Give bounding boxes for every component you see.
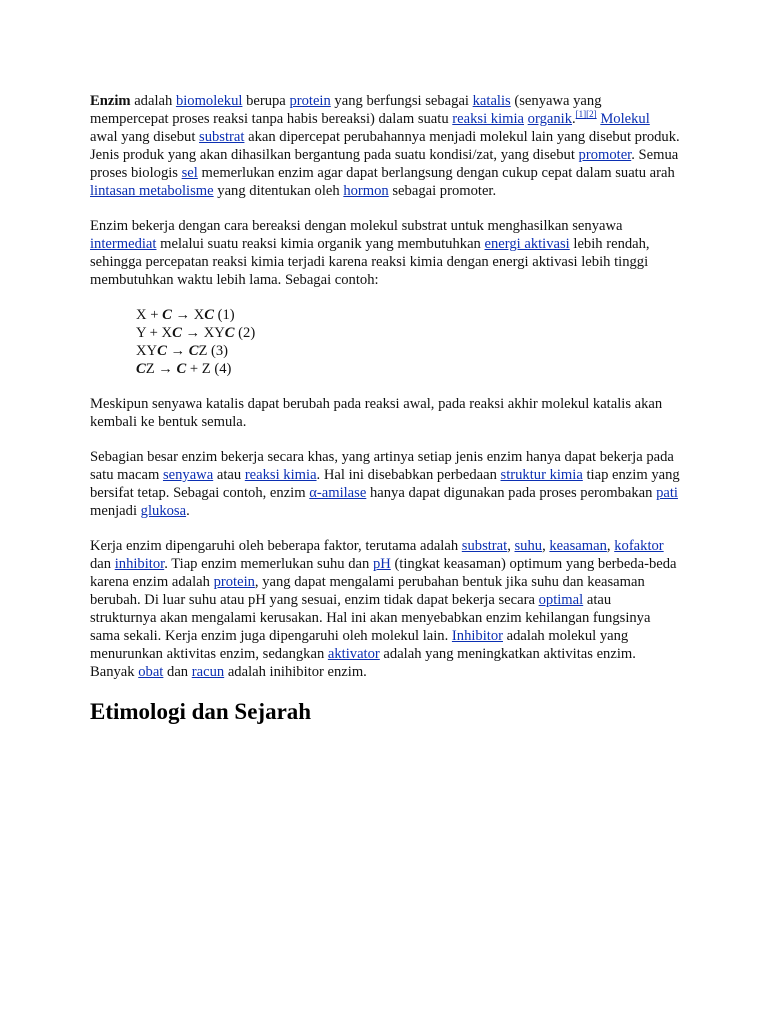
link-aktivator[interactable]: aktivator — [327, 646, 380, 662]
link-alfa-amilase[interactable]: α-amilase — [309, 485, 367, 501]
link-substrat[interactable]: substrat — [199, 129, 245, 145]
link-obat[interactable]: obat — [138, 664, 164, 680]
paragraph-catalyst: Meskipun senyawa katalis dapat berubah pada reaksi awal, pada reaksi akhir molekul katalis akan kembali ke bentuk semula. — [90, 396, 663, 430]
term-enzim: Enzim — [90, 93, 131, 109]
link-optimal[interactable]: optimal — [538, 592, 584, 608]
link-struktur-kimia[interactable]: struktur kimia — [500, 467, 583, 483]
link-pati[interactable]: pati — [656, 485, 678, 501]
link-senyawa[interactable]: senyawa — [162, 467, 214, 483]
link-racun[interactable]: racun — [191, 664, 225, 680]
citation-1[interactable]: [1] — [575, 109, 587, 119]
link-reaksi-kimia-2[interactable]: reaksi kimia — [244, 467, 317, 483]
link-protein-2[interactable]: protein — [213, 574, 255, 590]
link-katalis[interactable]: katalis — [472, 93, 511, 109]
paragraph-factors: Kerja enzim dipengaruhi oleh beberapa faktor, terutama adalah substrat, suhu, keasaman, kofaktor dan inhibitor. Tiap enzim memerlukan suhu dan pH (tingkat keasaman) optimum yang berbeda-beda karena enzim adalah protein, yang dapat mengalami perubahan bentuk jika suhu dan keasaman berubah. Di luar suhu atau pH yang sesuai, enzim tidak dapat bekerja secara optimal atau strukturnya akan mengalami kerusakan. Hal ini akan menyebabkan enzim kehilangan fungsinya sama sekali. Kerja enzim juga dipengaruhi oleh molekul lain. Inhibitor adalah molekul yang menurunkan aktivitas enzim, sedangkan aktivator adalah yang meningkatkan aktivitas enzim. Banyak obat dan racun adalah inihibitor enzim. — [90, 538, 677, 680]
equation-3: XYC → CZ (3) — [136, 343, 229, 359]
link-biomolekul[interactable]: biomolekul — [175, 93, 243, 109]
equation-2: Y + XC → XYC (2) — [136, 325, 256, 341]
link-suhu[interactable]: suhu — [514, 538, 543, 554]
link-keasaman[interactable]: keasaman — [549, 538, 607, 554]
equation-list — [136, 306, 680, 378]
link-glukosa[interactable]: glukosa — [140, 503, 187, 519]
link-inhibitor-2[interactable]: Inhibitor — [451, 628, 503, 644]
citation-2[interactable]: [2] — [586, 109, 597, 119]
link-energi-aktivasi[interactable]: energi aktivasi — [484, 236, 570, 252]
link-reaksi-kimia[interactable]: reaksi kimia — [452, 111, 525, 127]
section-heading: Etimologi dan Sejarah — [90, 699, 312, 724]
link-kofaktor[interactable]: kofaktor — [614, 538, 664, 554]
equation-4: CZ → C + Z (4) — [136, 361, 232, 377]
link-ph[interactable]: pH — [372, 556, 391, 572]
paragraph-intro: Enzim adalah biomolekul berupa protein yang berfungsi sebagai katalis (senyawa yang mempercepat proses reaksi tanpa habis bereaksi) dalam suatu reaksi kimia organik.[1][2] Molekul awal yang disebut substrat akan dipercepat perubahannya menjadi molekul lain yang disebut produk. Jenis produk yang akan dihasilkan bergantung pada suatu kondisi/zat, yang disebut promoter. Semua proses biologis sel memerlukan enzim agar dapat berlangsung dengan cukup cepat dalam suatu arah lintasan metabolisme yang ditentukan oleh hormon sebagai promoter. — [90, 93, 680, 199]
link-hormon[interactable]: hormon — [343, 183, 389, 199]
link-intermediat[interactable]: intermediat — [90, 236, 157, 252]
paragraph-specificity: Sebagian besar enzim bekerja secara khas, yang artinya setiap jenis enzim hanya dapat bekerja pada satu macam senyawa atau reaksi kimia. Hal ini disebabkan perbedaan struktur kimia tiap enzim yang bersifat tetap. Sebagai contoh, enzim α-amilase hanya dapat digunakan pada proses perombakan pati menjadi glukosa. — [90, 449, 680, 519]
link-promoter[interactable]: promoter — [578, 147, 632, 163]
equation-1: X + C → XC (1) — [136, 307, 235, 323]
link-organik[interactable]: organik — [527, 111, 572, 127]
document-body — [90, 92, 680, 726]
link-protein[interactable]: protein — [289, 93, 331, 109]
link-sel[interactable]: sel — [181, 165, 198, 181]
link-lintasan-metabolisme[interactable]: lintasan metabolisme — [90, 183, 214, 199]
link-inhibitor[interactable]: inhibitor — [114, 556, 165, 572]
link-substrat-2[interactable]: substrat — [461, 538, 508, 554]
paragraph-mechanism: Enzim bekerja dengan cara bereaksi dengan molekul substrat untuk menghasilkan senyawa intermediat melalui suatu reaksi kimia organik yang membutuhkan energi aktivasi lebih rendah, sehingga percepatan reaksi kimia terjadi karena reaksi kimia dengan energi aktivasi lebih tinggi membutuhkan waktu lebih lama. Sebagai contoh: — [90, 218, 650, 288]
link-molekul[interactable]: Molekul — [600, 111, 650, 127]
